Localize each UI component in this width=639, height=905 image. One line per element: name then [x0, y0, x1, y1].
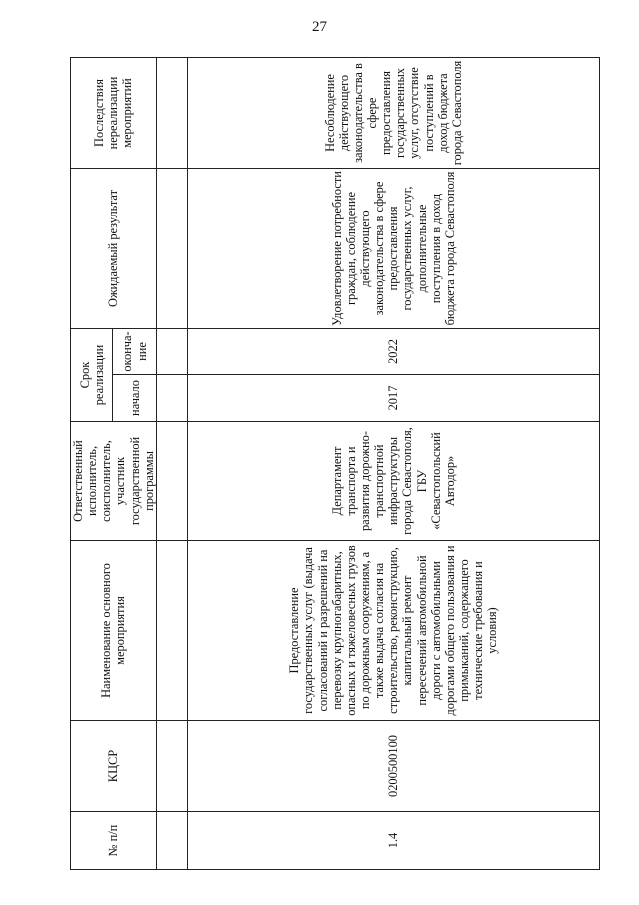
empty-cell [156, 721, 187, 812]
header-consequences: Последствия нереализации мероприятий [71, 58, 157, 169]
empty-cell [156, 375, 187, 422]
empty-cell [156, 169, 187, 329]
header-end: оконча-ние [113, 329, 157, 375]
header-name: Наименование основного мероприятия [71, 541, 157, 721]
cell-kcsr: 0200500100 [187, 721, 599, 812]
cell-start: 2017 [187, 375, 599, 422]
rotated-table-page [70, 58, 587, 870]
empty-row [156, 58, 187, 870]
empty-cell [156, 422, 187, 541]
header-responsible: Ответственный исполнитель, соисполнитель, участник государственной программы [71, 422, 157, 541]
header-row [71, 58, 113, 870]
page-number: 27 [312, 19, 327, 35]
header-period: Срок реализации [71, 329, 113, 422]
header-kcsr: КЦСР [71, 721, 157, 812]
empty-cell [156, 812, 187, 870]
cell-name: Предоставление государственных услуг (выдача согласований и разрешений на перевозку крупногабаритных, опасных и тяжеловесных грузов по дорожным сооружениям, а также выдача согласия на строительство, реконструкцию, капитальный ремонт пересечений автомобильной дороги с автомобильными дорогами общего пользования и примыканий, содержащего технические требования и условия) [187, 541, 599, 721]
empty-cell [156, 329, 187, 375]
header-start: начало [113, 375, 157, 422]
measures-table [70, 57, 600, 870]
cell-responsible: Департамент транспорта и развития дорожно-транспортной инфраструктуры города Севастополя, ГБУ «Севастопольский Автодор» [187, 422, 599, 541]
table-row [187, 58, 599, 870]
cell-end: 2022 [187, 329, 599, 375]
cell-num: 1.4 [187, 812, 599, 870]
empty-cell [156, 58, 187, 169]
cell-expected: Удовлетворение потребности граждан, соблюдение действующего законодательства в сфере предоставления государственных услуг, дополнительные поступления в доход бюджета города Севастополя [187, 169, 599, 329]
header-num: № п/п [71, 812, 157, 870]
empty-cell [156, 541, 187, 721]
cell-consequences: Несоблюдение действующего законодательства в сфере предоставления государственных услуг, отсутствие поступлений в доход бюджета города Севастополя [187, 58, 599, 169]
header-expected: Ожидаемый результат [71, 169, 157, 329]
